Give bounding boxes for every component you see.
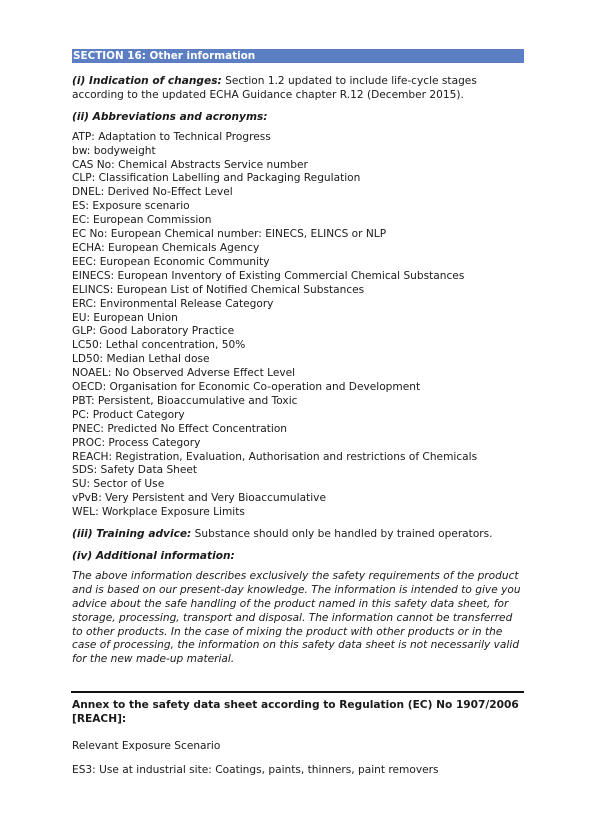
abbreviation-item: PBT: Persistent, Bioaccumulative and Toxic (72, 394, 298, 407)
additional-text: The above information describes exclusively the safety requirements of the product and is based on our present-day knowledge. The information is intended to give you advice about the safe handling of the product named in this safety data sheet, for storage, processing, transport and disposal. The information cannot be transferred to other products. In the case of mixing the product with other products or in the case of processing, the information on this safety data sheet is not necessarily valid for the new made-up material. (72, 569, 521, 666)
document-page (72, 49, 524, 788)
training-paragraph (72, 528, 524, 542)
abbreviation-item: EEC: European Economic Community (72, 255, 270, 268)
changes-label: (i) Indication of changes: (72, 75, 222, 87)
abbreviation-item: PC: Product Category (72, 408, 185, 421)
abbreviation-item: EU: European Union (72, 311, 178, 324)
abbreviation-item: vPvB: Very Persistent and Very Bioaccumulative (72, 492, 326, 505)
abbreviations-list (72, 131, 524, 520)
abbreviation-item: bw: bodyweight (72, 144, 156, 157)
abbreviation-item: LC50: Lethal concentration, 50% (72, 339, 246, 352)
abbreviation-item: GLP: Good Laboratory Practice (72, 325, 235, 338)
section-header: SECTION 16: Other information (72, 49, 524, 63)
abbreviation-item: WEL: Workplace Exposure Limits (72, 506, 245, 519)
annex-title: Annex to the safety data sheet according to Regulation (EC) No 1907/2006 [REACH]: (72, 699, 519, 726)
changes-paragraph (72, 75, 524, 103)
abbreviation-item: REACH: Registration, Evaluation, Authorisation and restrictions of Chemicals (72, 450, 478, 463)
abbreviation-item: EC: European Commission (72, 214, 212, 227)
abbreviations-heading: (ii) Abbreviations and acronyms: (72, 110, 268, 123)
abbreviation-item: DNEL: Derived No-Effect Level (72, 186, 233, 199)
abbreviation-item: CAS No: Chemical Abstracts Service number (72, 158, 308, 171)
annex-divider (71, 691, 524, 693)
abbreviation-item: LD50: Median Lethal dose (72, 353, 210, 366)
abbreviation-item: ECHA: European Chemicals Agency (72, 241, 260, 254)
abbreviation-item: ES: Exposure scenario (72, 200, 190, 213)
abbreviation-item: ATP: Adaptation to Technical Progress (72, 130, 271, 143)
exposure-scenario: ES3: Use at industrial site: Coatings, paints, thinners, paint removers (72, 763, 439, 776)
abbreviation-item: EC No: European Chemical number: EINECS, ELINCS or NLP (72, 228, 387, 241)
changes-text: Section 1.2 updated to include life-cycle stages according to the updated ECHA Guidance chapter R.12 (December 2015). (72, 75, 477, 101)
training-text: Substance should only be handled by trained operators. (191, 528, 493, 541)
additional-heading: (iv) Additional information: (72, 550, 235, 562)
abbreviation-item: SDS: Safety Data Sheet (72, 464, 198, 477)
abbreviation-item: ELINCS: European List of Notified Chemical Substances (72, 283, 365, 296)
abbreviation-item: EINECS: European Inventory of Existing Commercial Chemical Substances (72, 269, 465, 282)
annex-subtitle: Relevant Exposure Scenario (72, 740, 221, 753)
abbreviation-item: OECD: Organisation for Economic Co-operation and Development (72, 381, 421, 394)
abbreviation-item: ERC: Environmental Release Category (72, 297, 274, 310)
abbreviation-item: PROC: Process Category (72, 436, 201, 449)
abbreviation-item: NOAEL: No Observed Adverse Effect Level (72, 367, 296, 380)
abbreviation-item: PNEC: Predicted No Effect Concentration (72, 422, 288, 435)
training-label: (iii) Training advice: (72, 528, 192, 541)
abbreviation-item: CLP: Classification Labelling and Packaging Regulation (72, 172, 361, 185)
abbreviation-item: SU: Sector of Use (72, 478, 165, 491)
